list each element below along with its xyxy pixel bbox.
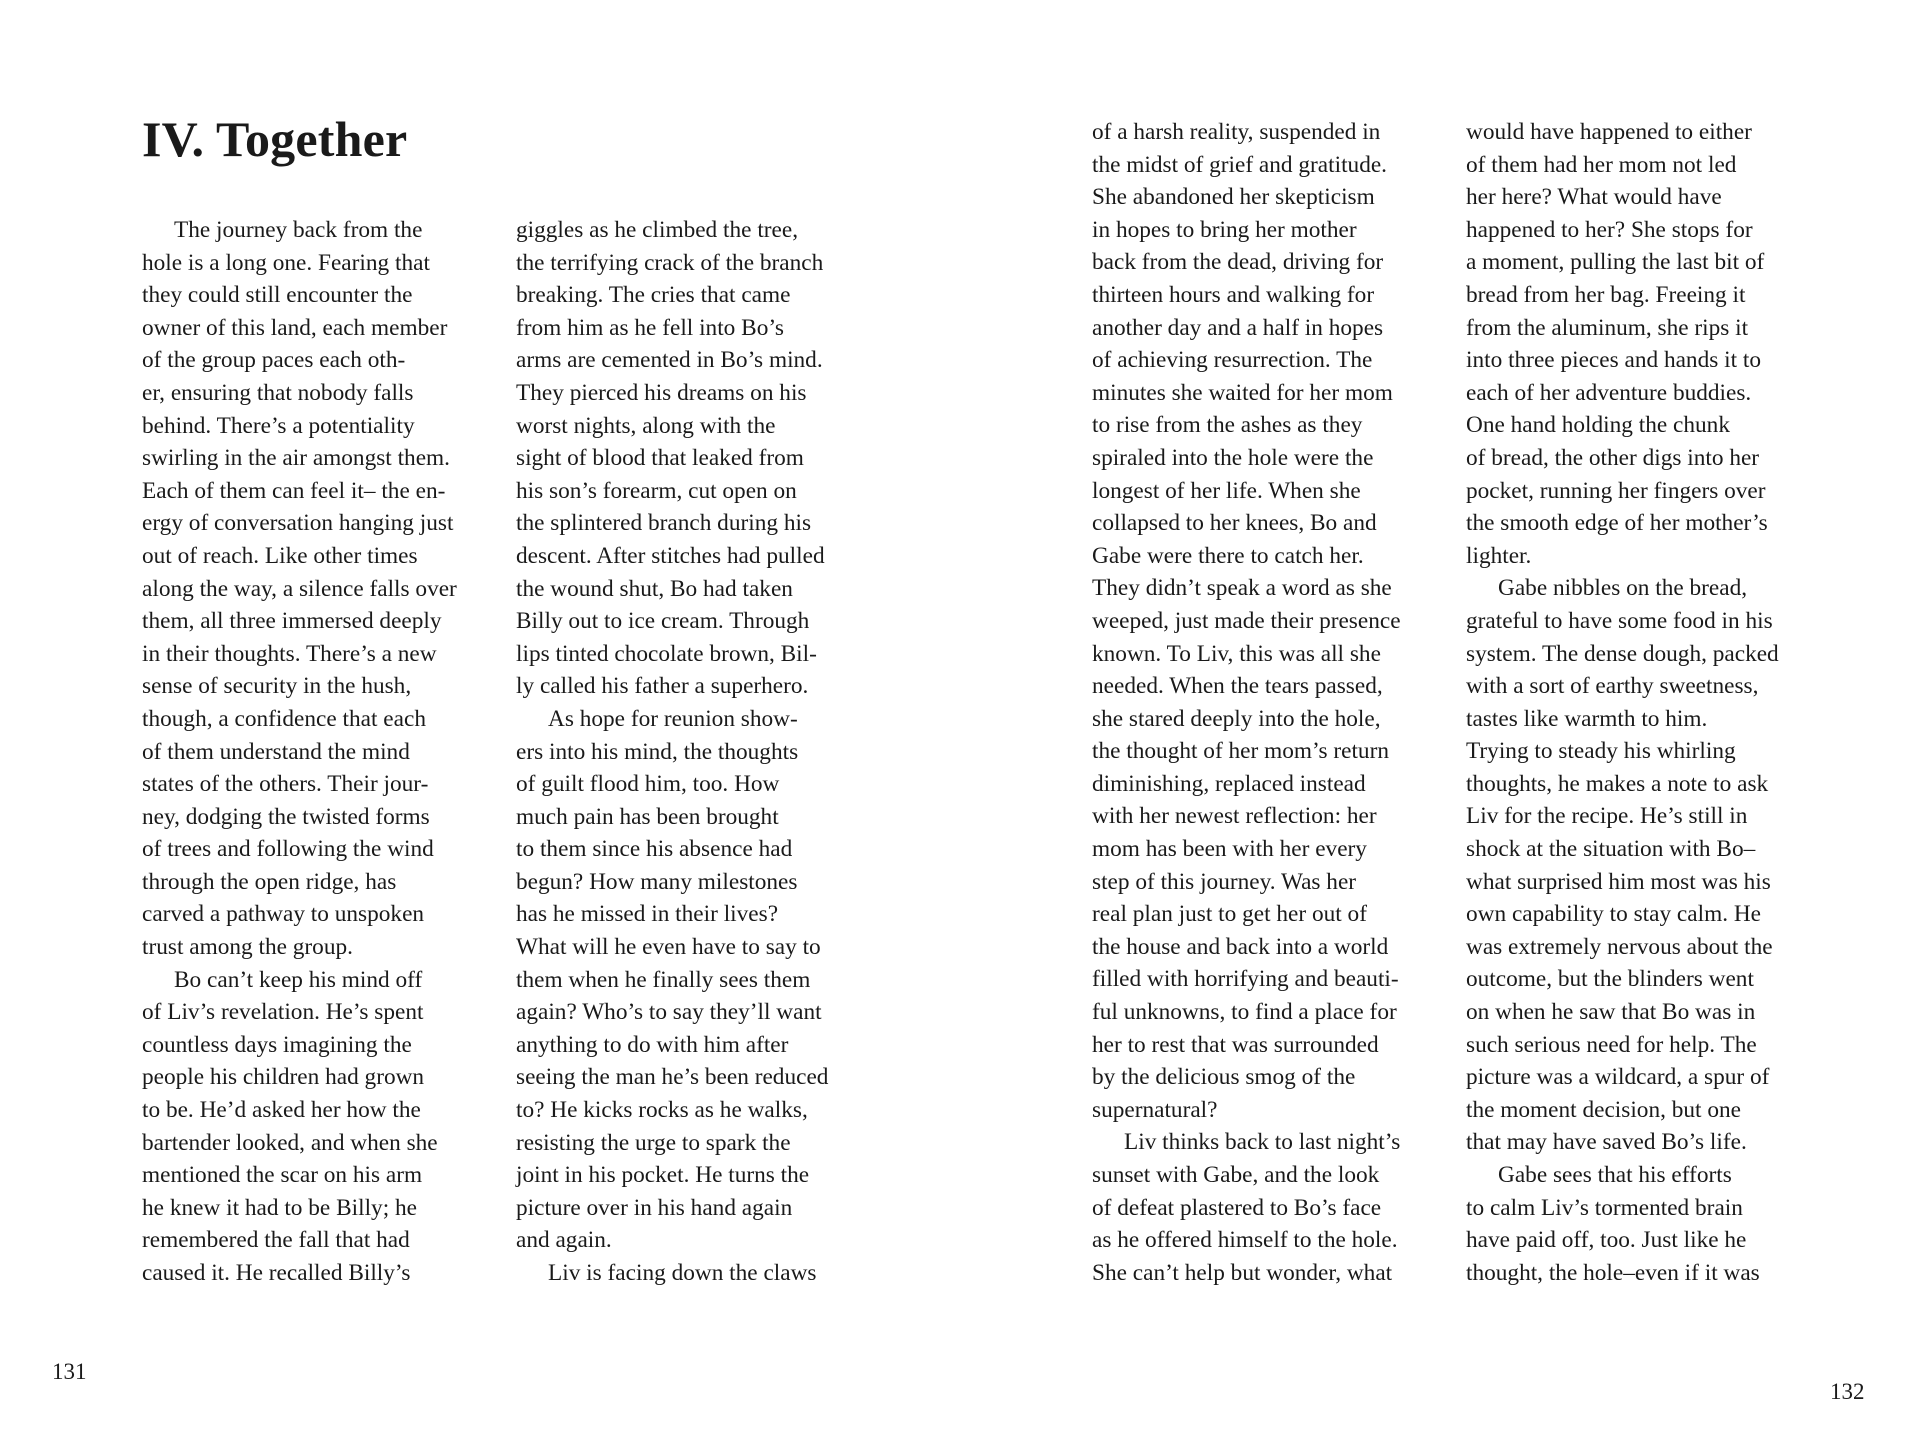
text-line: filled with horrifying and beauti- (1092, 966, 1399, 993)
text-line: such serious need for help. The (1466, 1031, 1757, 1058)
text-line: She abandoned her skepticism (1092, 184, 1375, 211)
text-line: his son’s forearm, cut open on (516, 477, 797, 504)
text-line: Gabe were there to catch her. (1092, 542, 1364, 569)
text-line: was extremely nervous about the (1466, 933, 1773, 960)
text-line: lighter. (1466, 542, 1532, 569)
text-line: as he offered himself to the hole. (1092, 1227, 1398, 1254)
text-line: countless days imagining the (142, 1031, 412, 1058)
text-line: One hand holding the chunk (1466, 412, 1730, 439)
text-line: the smooth edge of her mother’s (1466, 510, 1768, 537)
text-line: in their thoughts. There’s a new (142, 640, 437, 667)
text-column-3 (1092, 116, 1438, 1289)
text-line: to? He kicks rocks as he walks, (516, 1097, 808, 1124)
text-line: Gabe sees that his efforts (1498, 1162, 1732, 1188)
text-line: to calm Liv’s tormented brain (1466, 1194, 1743, 1221)
text-line: along the way, a silence falls over (142, 575, 457, 602)
text-line: her here? What would have (1466, 184, 1722, 211)
text-line: thought, the hole–even if it was (1466, 1259, 1760, 1286)
text-line: again? Who’s to say they’ll want (516, 999, 822, 1026)
text-line: out of reach. Like other times (142, 542, 418, 569)
text-line: sense of security in the hush, (142, 673, 412, 700)
text-line: of the group paces each oth- (142, 347, 406, 374)
text-line: to rise from the ashes as they (1092, 412, 1363, 439)
text-line: from the aluminum, she rips it (1466, 314, 1749, 341)
text-column-4 (1466, 116, 1812, 1289)
text-line: caused it. He recalled Billy’s (142, 1260, 411, 1286)
text-line: They pierced his dreams on his (516, 379, 807, 406)
text-line: back from the dead, driving for (1092, 249, 1384, 276)
page-number: 131 (52, 1359, 87, 1384)
text-line: Each of them can feel it– the en- (142, 477, 446, 504)
text-line: with her newest reflection: her (1092, 803, 1377, 830)
text-line: into three pieces and hands it to (1466, 347, 1762, 374)
text-column-2 (516, 214, 862, 1290)
text-line: the moment decision, but one (1466, 1096, 1741, 1123)
page-number: 132 (1830, 1379, 1865, 1404)
text-line: They didn’t speak a word as she (1092, 575, 1392, 602)
text-line: ly called his father a superhero. (516, 673, 809, 700)
text-line: though, a confidence that each (142, 705, 426, 732)
text-line: known. To Liv, this was all she (1092, 640, 1381, 667)
text-line: and again. (516, 1227, 612, 1254)
text-line: they could still encounter the (142, 282, 413, 309)
text-line: outcome, but the blinders went (1466, 966, 1754, 993)
text-line: that may have saved Bo’s life. (1466, 1129, 1747, 1156)
text-line: have paid off, too. Just like he (1466, 1227, 1747, 1254)
text-line: the terrifying crack of the branch (516, 249, 824, 276)
text-line: Billy out to ice cream. Through (516, 608, 810, 635)
text-line: the wound shut, Bo had taken (516, 575, 793, 602)
text-line: longest of her life. When she (1092, 477, 1361, 504)
text-line: of defeat plastered to Bo’s face (1092, 1194, 1382, 1221)
text-line: swirling in the air amongst them. (142, 445, 450, 472)
text-line: of them had her mom not led (1466, 151, 1737, 178)
text-line: behind. There’s a potentiality (142, 412, 415, 439)
text-line: owner of this land, each member (142, 314, 448, 341)
text-line: own capability to stay calm. He (1466, 901, 1762, 928)
text-line: picture over in his hand again (516, 1194, 793, 1221)
text-line: Liv for the recipe. He’s still in (1466, 803, 1748, 830)
chapter-title: IV. Together (142, 111, 408, 167)
text-line: breaking. The cries that came (516, 282, 791, 309)
text-line: thirteen hours and walking for (1092, 281, 1375, 308)
text-line: she stared deeply into the hole, (1092, 705, 1381, 732)
text-line: Liv is facing down the claws (548, 1260, 817, 1286)
text-line: giggles as he climbed the tree, (516, 217, 799, 243)
text-line: As hope for reunion show- (548, 705, 798, 732)
text-line: from him as he fell into Bo’s (516, 314, 784, 341)
text-line: weeped, just made their presence (1092, 607, 1401, 634)
text-line: begun? How many milestones (516, 868, 798, 895)
text-line: ney, dodging the twisted forms (142, 803, 430, 830)
text-line: mentioned the scar on his arm (142, 1162, 423, 1189)
text-line: of guilt flood him, too. How (516, 771, 780, 798)
text-line: What will he even have to say to (516, 934, 821, 961)
text-line: step of this journey. Was her (1092, 868, 1357, 895)
text-line: with a sort of earthy sweetness, (1466, 673, 1759, 700)
text-line: by the delicious smog of the (1092, 1064, 1356, 1091)
text-line: of a harsh reality, suspended in (1092, 119, 1381, 145)
text-line: in hopes to bring her mother (1092, 216, 1357, 243)
text-line: remembered the fall that had (142, 1227, 410, 1254)
text-line: sunset with Gabe, and the look (1092, 1162, 1380, 1188)
text-line: resisting the urge to spark the (516, 1129, 791, 1156)
text-line: real plan just to get her out of (1092, 901, 1367, 928)
text-line: Bo can’t keep his mind off (174, 966, 423, 993)
text-line: of Liv’s revelation. He’s spent (142, 999, 424, 1026)
text-line: pocket, running her fingers over (1466, 477, 1766, 504)
text-line: to them since his absence had (516, 836, 793, 863)
text-line: to be. He’d asked her how the (142, 1097, 421, 1124)
text-line: lips tinted chocolate brown, Bil- (516, 640, 817, 667)
text-line: happened to her? She stops for (1466, 216, 1753, 243)
text-line: hole is a long one. Fearing that (142, 249, 430, 276)
text-line: the splintered branch during his (516, 510, 812, 537)
text-line: a moment, pulling the last bit of (1466, 249, 1765, 276)
text-line: needed. When the tears passed, (1092, 673, 1383, 700)
text-line: ergy of conversation hanging just (142, 510, 454, 537)
text-line: descent. After stitches had pulled (516, 542, 825, 569)
text-line: Liv thinks back to last night’s (1124, 1129, 1401, 1156)
text-line: joint in his pocket. He turns the (516, 1162, 810, 1189)
text-line: would have happened to either (1466, 119, 1752, 145)
text-line: each of her adventure buddies. (1466, 379, 1752, 406)
text-line: minutes she waited for her mom (1092, 379, 1393, 406)
text-line: ful unknowns, to find a place for (1092, 999, 1397, 1026)
text-line: them when he finally sees them (516, 966, 811, 993)
text-line: tastes like warmth to him. (1466, 705, 1708, 732)
text-line: states of the others. Their jour- (142, 771, 429, 798)
text-line: er, ensuring that nobody falls (142, 379, 414, 406)
text-column-1 (142, 214, 488, 1290)
text-line: on when he saw that Bo was in (1466, 999, 1756, 1026)
text-line: mom has been with her every (1092, 836, 1367, 863)
text-line: carved a pathway to unspoken (142, 901, 425, 928)
text-line: people his children had grown (142, 1064, 425, 1091)
text-line: the house and back into a world (1092, 933, 1389, 960)
text-line: bread from her bag. Freeing it (1466, 281, 1746, 308)
text-line: arms are cemented in Bo’s mind. (516, 347, 823, 374)
text-line: picture was a wildcard, a spur of (1466, 1064, 1770, 1091)
text-line: he knew it had to be Billy; he (142, 1194, 417, 1221)
text-line: supernatural? (1092, 1096, 1218, 1123)
text-line: what surprised him most was his (1466, 868, 1771, 895)
text-line: spiraled into the hole were the (1092, 444, 1374, 471)
text-line: grateful to have some food in his (1466, 607, 1773, 634)
text-line: trust among the group. (142, 934, 353, 961)
text-line: shock at the situation with Bo– (1466, 836, 1756, 863)
text-line: diminishing, replaced instead (1092, 770, 1366, 797)
text-line: She can’t help but wonder, what (1092, 1259, 1393, 1286)
text-line: through the open ridge, has (142, 868, 397, 895)
text-line: the thought of her mom’s return (1092, 738, 1389, 765)
text-line: of trees and following the wind (142, 836, 434, 863)
text-line: much pain has been brought (516, 803, 779, 830)
right-page (960, 0, 1920, 1440)
text-line: thoughts, he makes a note to ask (1466, 770, 1769, 797)
text-line: Gabe nibbles on the bread, (1498, 575, 1748, 602)
text-line: sight of blood that leaked from (516, 445, 804, 472)
text-line: the midst of grief and gratitude. (1092, 151, 1388, 178)
text-line: system. The dense dough, packed (1466, 640, 1779, 667)
text-line: them, all three immersed deeply (142, 608, 442, 635)
text-line: another day and a half in hopes (1092, 314, 1384, 341)
text-line: collapsed to her knees, Bo and (1092, 510, 1377, 537)
text-line: her to rest that was surrounded (1092, 1031, 1379, 1058)
text-line: anything to do with him after (516, 1031, 789, 1058)
text-line: of bread, the other digs into her (1466, 444, 1760, 471)
text-line: Trying to steady his whirling (1466, 738, 1736, 765)
text-line: has he missed in their lives? (516, 901, 779, 928)
text-line: of achieving resurrection. The (1092, 347, 1373, 374)
text-line: seeing the man he’s been reduced (516, 1064, 829, 1091)
text-line: worst nights, along with the (516, 412, 776, 439)
text-line: The journey back from the (174, 217, 423, 243)
text-line: bartender looked, and when she (142, 1129, 438, 1156)
text-line: of them understand the mind (142, 738, 410, 765)
text-line: ers into his mind, the thoughts (516, 738, 799, 765)
